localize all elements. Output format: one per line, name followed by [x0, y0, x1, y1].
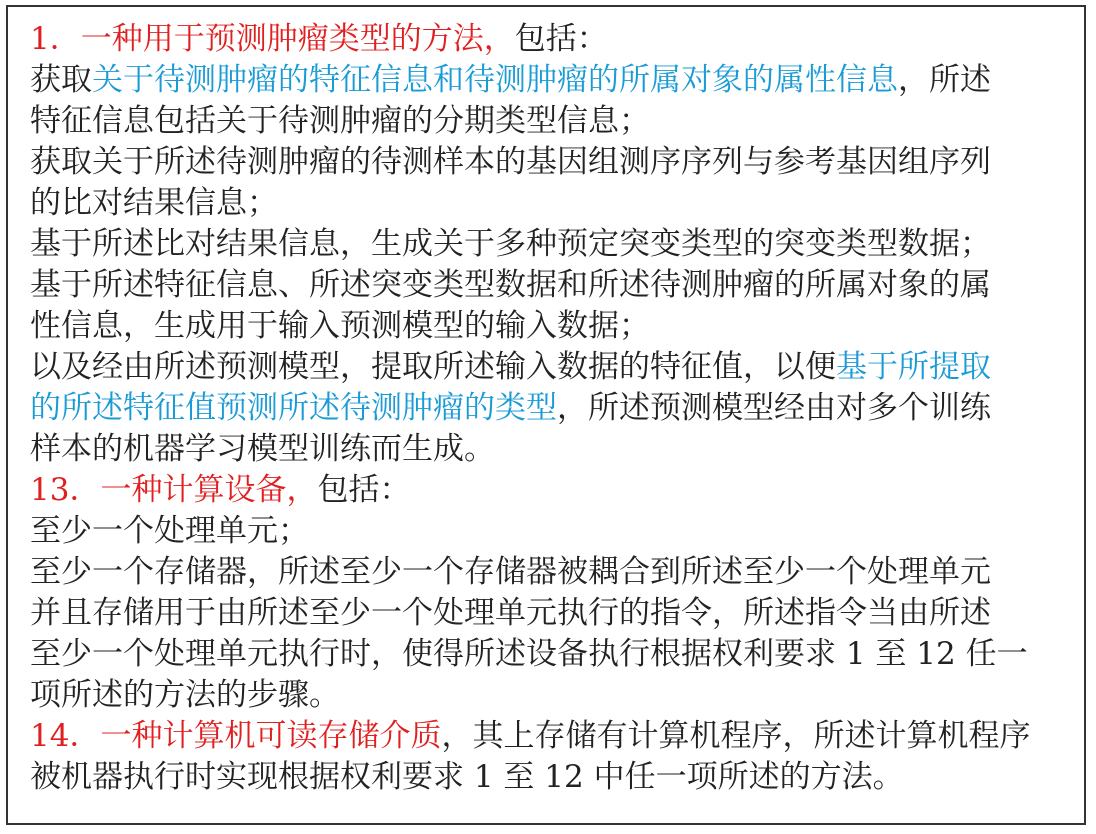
text-line: [30, 306, 1080, 347]
text-segment: 项所述的方法的步骤。: [30, 677, 340, 713]
text-segment: 至少一个存储器，所述至少一个存储器被耦合到所述至少一个处理单元: [30, 554, 991, 590]
claims-text: [30, 19, 1080, 798]
text-segment: 基于所述比对结果信息，生成关于多种预定突变类型的突变类型数据；: [30, 226, 991, 262]
text-segment: 被机器执行时实现根据权利要求 1 至 12 中任一项所述的方法。: [30, 759, 904, 795]
text-line: [30, 429, 1080, 470]
text-segment: 至少一个处理单元；: [30, 513, 309, 549]
text-line: [30, 634, 1080, 675]
text-segment: 并且存储用于由所述至少一个处理单元执行的指令，所述指令当由所述: [30, 595, 991, 631]
document-frame: [6, 5, 1086, 825]
text-line: [30, 19, 1080, 60]
text-segment: 以及经由所述预测模型，提取所述输入数据的特征值，以便: [30, 349, 836, 385]
text-line: [30, 224, 1080, 265]
text-line: [30, 388, 1080, 429]
text-line: [30, 716, 1080, 757]
text-line: [30, 142, 1080, 183]
text-segment: ，所述预测模型经由对多个训练: [557, 390, 991, 426]
text-segment: 基于所述特征信息、所述突变类型数据和所述待测肿瘤的所属对象的属: [30, 267, 991, 303]
text-line: [30, 757, 1080, 798]
highlighted-text-segment: 13．一种计算设备，: [30, 472, 318, 508]
highlighted-text-segment: 的所述特征值预测所述待测肿瘤的类型: [30, 390, 557, 426]
text-line: [30, 265, 1080, 306]
text-segment: ，其上存储有计算机程序，所述计算机程序: [441, 718, 1031, 754]
text-segment: 包括：: [514, 21, 608, 57]
text-line: [30, 675, 1080, 716]
text-line: [30, 552, 1080, 593]
text-line: [30, 347, 1080, 388]
text-line: [30, 593, 1080, 634]
text-segment: 的比对结果信息；: [30, 185, 278, 221]
text-segment: 获取: [30, 62, 92, 98]
text-segment: 性信息，生成用于输入预测模型的输入数据；: [30, 308, 650, 344]
text-line: [30, 101, 1080, 142]
text-line: [30, 470, 1080, 511]
text-segment: 样本的机器学习模型训练而生成。: [30, 431, 495, 467]
text-segment: 特征信息包括关于待测肿瘤的分期类型信息；: [30, 103, 650, 139]
text-line: [30, 511, 1080, 552]
text-line: [30, 60, 1080, 101]
text-line: [30, 183, 1080, 224]
highlighted-text-segment: 1．一种用于预测肿瘤类型的方法，: [30, 21, 515, 57]
text-segment: 至少一个处理单元执行时，使得所述设备执行根据权利要求 1 至 12 任一: [30, 636, 1028, 672]
text-segment: 获取关于所述待测肿瘤的待测样本的基因组测序序列与参考基因组序列: [30, 144, 991, 180]
highlighted-text-segment: 关于待测肿瘤的特征信息和待测肿瘤的所属对象的属性信息: [92, 62, 898, 98]
highlighted-text-segment: 14．一种计算机可读存储介质: [30, 718, 442, 754]
text-segment: ，所述: [898, 62, 991, 98]
text-segment: 包括：: [317, 472, 411, 508]
highlighted-text-segment: 基于所提取: [836, 349, 991, 385]
